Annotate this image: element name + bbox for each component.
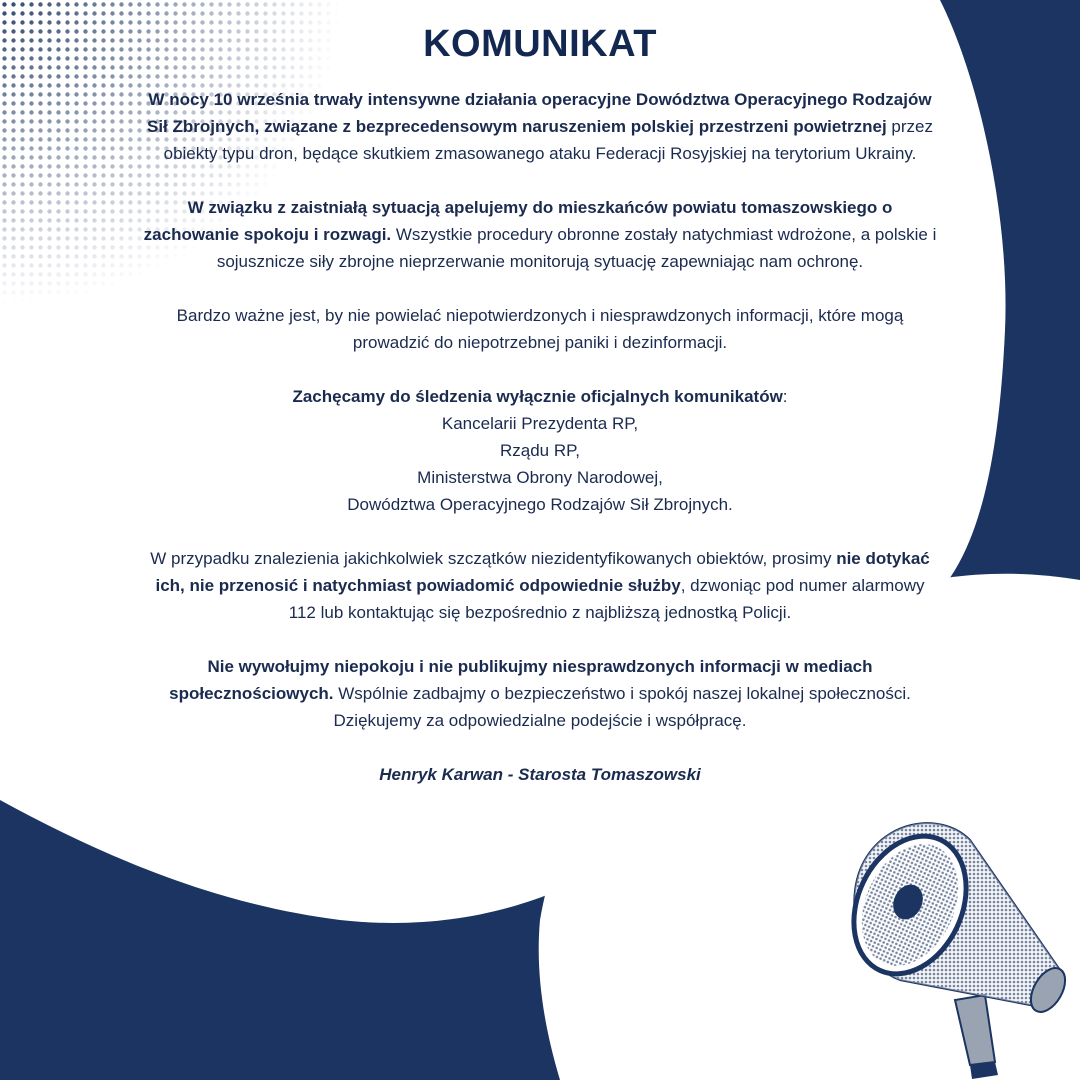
- paragraph-operations-text: przez obiekty typu dron, będące skutkiem zmasowanego ataku Federacji Rosyjskiej na terytorium Ukrainy.: [163, 117, 933, 163]
- official-source-item: Ministerstwa Obrony Narodowej,: [417, 468, 663, 487]
- paragraph-operations: [140, 86, 940, 167]
- paragraph-misinformation-text: Bardzo ważne jest, by nie powielać niepotwierdzonych i niesprawdzonych informacji, które mogą prowadzić do niepotrzebnej paniki i dezinformacji.: [176, 306, 904, 352]
- paragraph-social-media-text: Wspólnie zadbajmy o bezpieczeństwo i spokój naszej lokalnej społeczności.: [333, 684, 911, 703]
- paragraph-social-media-bold: Nie wywołujmy niepokoju i nie publikujmy niesprawdzonych informacji w mediach społecznościowych.: [169, 657, 873, 703]
- announcement: [140, 0, 940, 788]
- thanks-line: Dziękujemy za odpowiedzialne podejście i współpracę.: [333, 711, 747, 730]
- paragraph-appeal-text: Wszystkie procedury obronne zostały natychmiast wdrożone, a polskie i sojusznicze siły zbrojne nieprzerwanie monitorują sytuację zapewniając nam ochronę.: [216, 225, 937, 271]
- paragraph-appeal-bold: W związku z zaistniałą sytuacją apelujemy do mieszkańców powiatu tomaszowskiego o zachowanie spokoju i rozwagi.: [143, 198, 893, 244]
- official-sources-colon: :: [782, 387, 788, 406]
- paragraph-appeal: [140, 194, 940, 275]
- signature: Henryk Karwan - Starosta Tomaszowski: [379, 765, 701, 784]
- paragraph-social-media: [140, 653, 940, 734]
- paragraph-debris-bold: nie dotykać ich, nie przenosić i natychmiast powiadomić odpowiednie służby: [155, 549, 930, 595]
- paragraph-debris-text-2: , dzwoniąc pod numer alarmowy 112 lub kontaktując się bezpośrednio z najbliższą jednostką Policji.: [288, 576, 925, 622]
- official-source-item: Dowództwa Operacyjnego Rodzajów Sił Zbrojnych.: [347, 495, 733, 514]
- paragraph-official-sources: [140, 383, 940, 518]
- official-source-item: Rządu RP,: [499, 441, 580, 460]
- page-title: KOMUNIKAT: [423, 23, 657, 65]
- official-sources-heading: Zachęcamy do śledzenia wyłącznie oficjalnych komunikatów: [292, 387, 783, 406]
- paragraph-misinformation: [140, 302, 940, 356]
- paragraph-debris-text-1: W przypadku znalezienia jakichkolwiek szczątków niezidentyfikowanych obiektów, prosimy: [150, 549, 837, 568]
- megaphone-icon: [820, 800, 1080, 1080]
- paragraph-operations-bold: W nocy 10 września trwały intensywne działania operacyjne Dowództwa Operacyjnego Rodzajów Sił Zbrojnych, związane z bezprecedensowym naruszeniem polskiej przestrzeni powietrznej: [147, 90, 932, 136]
- paragraph-debris: [140, 545, 940, 626]
- official-source-item: Kancelarii Prezydenta RP,: [441, 414, 639, 433]
